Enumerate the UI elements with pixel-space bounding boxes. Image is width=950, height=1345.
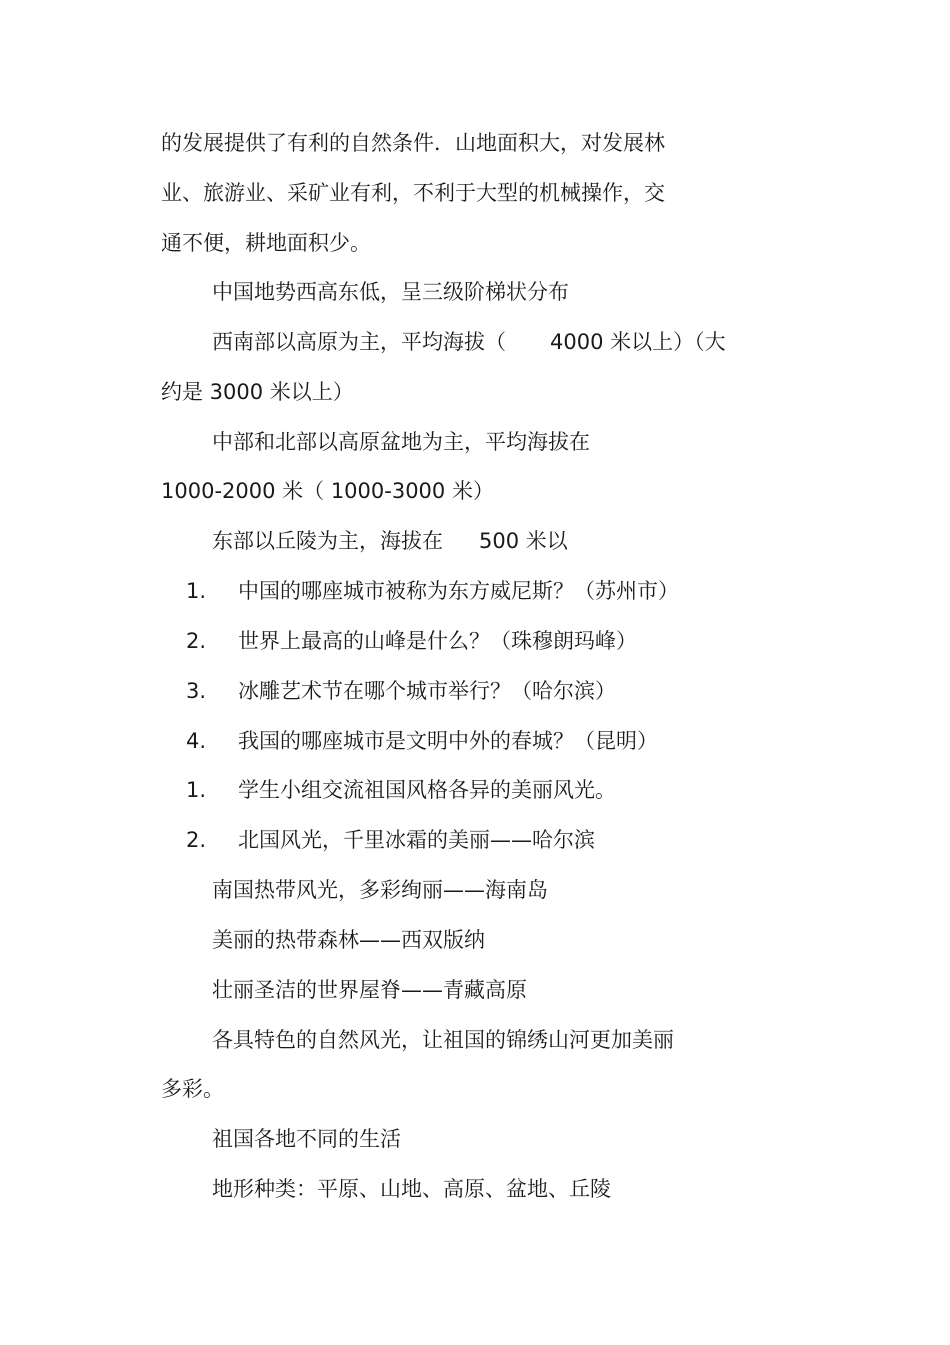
paragraph-line: 1000-2000 米（ 1000-3000 米） xyxy=(161,479,494,503)
paragraph-line: 中国地势西高东低，呈三级阶梯状分布 xyxy=(212,280,569,304)
paragraph-line: 通不便，耕地面积少。 xyxy=(161,231,371,255)
list-text: 北国风光，千里冰霜的美丽——哈尔滨 xyxy=(238,828,595,852)
list-number: 3. xyxy=(186,679,207,703)
list-item xyxy=(186,775,616,805)
paragraph-line: 业、旅游业、采矿业有利，不利于大型的机械操作，交 xyxy=(161,181,665,205)
paragraph-line: 约是 3000 米以上） xyxy=(161,380,354,404)
list-number: 1. xyxy=(186,778,207,802)
list-text: 中国的哪座城市被称为东方威尼斯？（苏州市） xyxy=(238,579,679,603)
text-segment: 东部以丘陵为主，海拔在 xyxy=(212,529,443,553)
paragraph-line: 地形种类：平原、山地、高原、盆地、丘陵 xyxy=(212,1177,611,1201)
paragraph-line: 多彩。 xyxy=(161,1077,224,1101)
list-item xyxy=(186,576,679,606)
paragraph-line: 各具特色的自然风光，让祖国的锦绣山河更加美丽 xyxy=(212,1028,674,1052)
paragraph-line: 南国热带风光，多彩绚丽——海南岛 xyxy=(212,878,548,902)
list-text: 学生小组交流祖国风格各异的美丽风光。 xyxy=(238,778,616,802)
list-text: 冰雕艺术节在哪个城市举行？（哈尔滨） xyxy=(238,679,616,703)
text-segment: 4000 米以上）（大 xyxy=(550,330,726,354)
list-number: 4. xyxy=(186,729,207,753)
paragraph-line: 美丽的热带森林——西双版纳 xyxy=(212,928,485,952)
list-number: 1. xyxy=(186,579,207,603)
text-segment: 500 米以 xyxy=(479,529,568,553)
list-item xyxy=(186,626,637,656)
paragraph-line: 祖国各地不同的生活 xyxy=(212,1127,401,1151)
paragraph-line xyxy=(212,327,726,357)
paragraph-line: 壮丽圣洁的世界屋脊——青藏高原 xyxy=(212,978,527,1002)
paragraph-line xyxy=(212,526,568,556)
list-item xyxy=(186,676,616,706)
list-text: 我国的哪座城市是文明中外的春城？（昆明） xyxy=(238,729,658,753)
paragraph-line: 的发展提供了有利的自然条件．山地面积大，对发展林 xyxy=(161,131,665,155)
list-text: 世界上最高的山峰是什么？（珠穆朗玛峰） xyxy=(238,629,637,653)
list-item xyxy=(186,825,595,855)
paragraph-line: 中部和北部以高原盆地为主，平均海拔在 xyxy=(212,430,590,454)
text-segment: 西南部以高原为主，平均海拔（ xyxy=(212,330,506,354)
list-item xyxy=(186,726,658,756)
list-number: 2. xyxy=(186,828,207,852)
list-number: 2. xyxy=(186,629,207,653)
